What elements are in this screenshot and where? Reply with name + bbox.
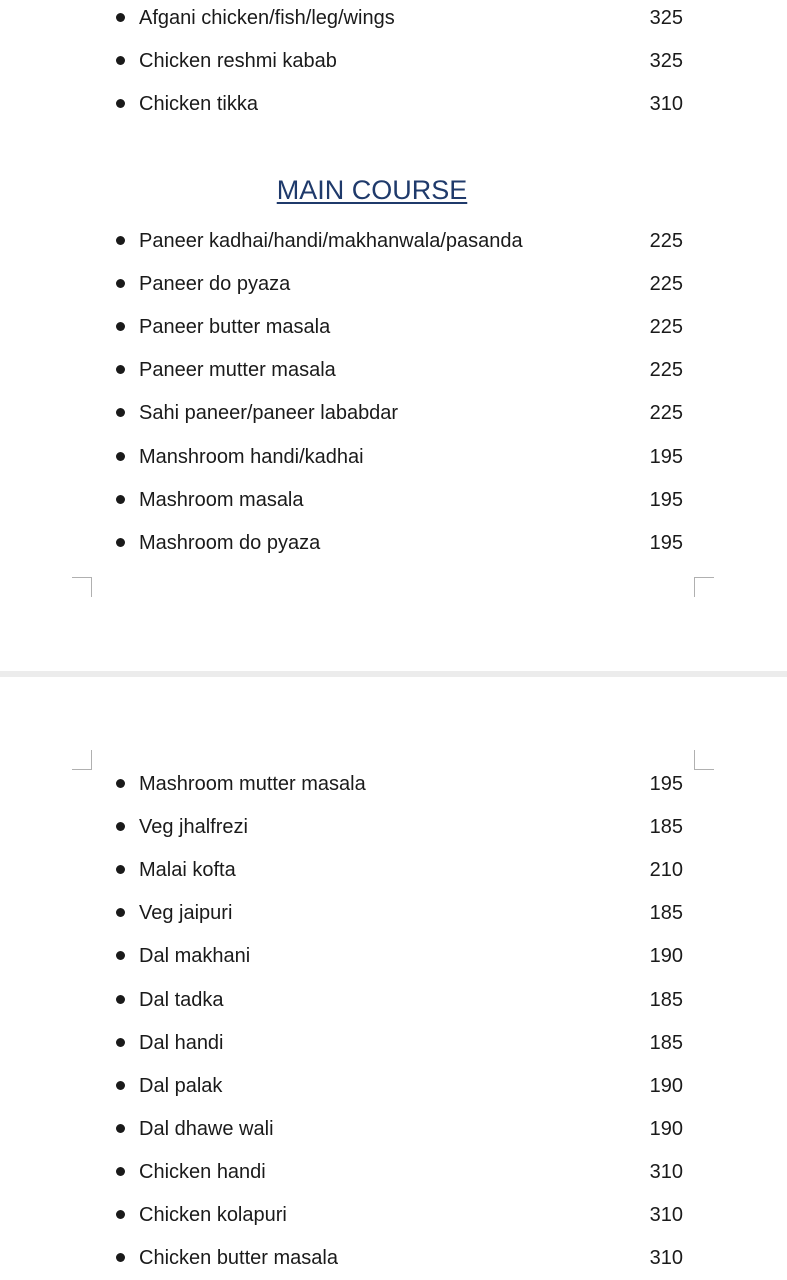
menu-item-name: Dal dhawe wali [139, 1117, 274, 1140]
menu-item-price: 225 [649, 273, 683, 296]
menu-item-price: 190 [649, 1074, 683, 1097]
menu-item [0, 812, 787, 842]
bullet-icon [116, 279, 125, 288]
menu-item-price: 185 [649, 902, 683, 925]
menu-item-price: 195 [649, 773, 683, 795]
bullet-icon [116, 779, 125, 788]
menu-item-name: Sahi paneer/paneer lababdar [139, 402, 399, 425]
menu-item-price: 225 [649, 230, 683, 252]
menu-item-price: 310 [649, 93, 683, 115]
menu-item-price: 310 [649, 1247, 683, 1270]
menu-item-price: 185 [649, 1031, 683, 1054]
menu-item [0, 1157, 787, 1187]
bullet-icon [116, 1124, 125, 1133]
bullet-icon [116, 951, 125, 960]
bullet-icon [116, 1210, 125, 1219]
menu-item-name: Mashroom do pyaza [139, 531, 321, 554]
bullet-icon [116, 1038, 125, 1047]
menu-item-price: 195 [649, 445, 683, 468]
menu-item-name: Dal palak [139, 1074, 223, 1097]
menu-item-price: 185 [649, 816, 683, 839]
bullet-icon [116, 908, 125, 917]
bullet-icon [116, 1167, 125, 1176]
menu-item [0, 46, 787, 76]
menu-item-name: Chicken tikka [139, 93, 258, 115]
page-corner-mark-bottom-left [72, 577, 92, 597]
menu-item [0, 3, 787, 33]
bullet-icon [116, 408, 125, 417]
menu-item [0, 269, 787, 299]
menu-item-name: Dal tadka [139, 988, 224, 1011]
menu-item-price: 225 [649, 402, 683, 425]
menu-item-name: Chicken handi [139, 1160, 266, 1183]
menu-item-price: 210 [649, 859, 683, 882]
menu-item-name: Paneer mutter masala [139, 359, 336, 382]
bullet-icon [116, 236, 125, 245]
bullet-icon [116, 322, 125, 331]
bullet-icon [116, 452, 125, 461]
menu-item-name: Chicken reshmi kabab [139, 50, 337, 72]
menu-item-price: 310 [649, 1204, 683, 1226]
menu-item-name: Chicken kolapuri [139, 1204, 287, 1226]
bullet-icon [116, 538, 125, 547]
menu-item-price: 195 [649, 488, 683, 511]
menu-item-name: Chicken butter masala [139, 1247, 338, 1270]
section-heading-main-course: MAIN COURSE [276, 175, 468, 205]
menu-item [0, 89, 787, 119]
menu-item-name: Mashroom masala [139, 488, 304, 511]
menu-item-name: Veg jaipuri [139, 902, 233, 925]
page-corner-mark-top-left [72, 750, 92, 770]
bullet-icon [116, 1081, 125, 1090]
menu-item [0, 941, 787, 971]
menu-item-price: 195 [649, 531, 683, 554]
menu-item-price: 325 [649, 7, 683, 29]
menu-item-price: 185 [649, 988, 683, 1011]
menu-item [0, 1243, 787, 1273]
menu-item [0, 1200, 787, 1230]
menu-item [0, 855, 787, 885]
bullet-icon [116, 13, 125, 22]
menu-item-price: 190 [649, 945, 683, 968]
menu-item [0, 769, 787, 799]
bullet-icon [116, 865, 125, 874]
menu-item-price: 225 [649, 316, 683, 339]
menu-item-name: Paneer butter masala [139, 316, 331, 339]
bullet-icon [116, 365, 125, 374]
menu-item-name: Paneer do pyaza [139, 273, 291, 296]
menu-item [0, 985, 787, 1015]
menu-item-price: 225 [649, 359, 683, 382]
menu-item [0, 312, 787, 342]
menu-item-name: Malai kofta [139, 859, 236, 882]
page-corner-mark-top-right [694, 750, 714, 770]
bullet-icon [116, 995, 125, 1004]
bullet-icon [116, 56, 125, 65]
document-page-2 [0, 677, 787, 1280]
menu-item-name: Afgani chicken/fish/leg/wings [139, 7, 395, 29]
menu-item [0, 1071, 787, 1101]
bullet-icon [116, 1253, 125, 1262]
bullet-icon [116, 495, 125, 504]
menu-item [0, 485, 787, 515]
menu-item-price: 190 [649, 1117, 683, 1140]
menu-item-price: 325 [649, 50, 683, 72]
menu-item [0, 355, 787, 385]
menu-item-name: Veg jhalfrezi [139, 816, 248, 839]
menu-item-name: Mashroom mutter masala [139, 773, 366, 795]
menu-item-name: Dal handi [139, 1031, 224, 1054]
menu-item-name: Dal makhani [139, 945, 251, 968]
menu-item [0, 442, 787, 472]
menu-item-name: Manshroom handi/kadhai [139, 445, 364, 468]
menu-item [0, 1114, 787, 1144]
menu-item [0, 898, 787, 928]
bullet-icon [116, 822, 125, 831]
menu-item [0, 226, 787, 256]
menu-item-name: Paneer kadhai/handi/makhanwala/pasanda [139, 230, 523, 252]
menu-item-price: 310 [649, 1160, 683, 1183]
bullet-icon [116, 99, 125, 108]
menu-item [0, 1028, 787, 1058]
page-corner-mark-bottom-right [694, 577, 714, 597]
menu-item [0, 528, 787, 558]
menu-item [0, 398, 787, 428]
